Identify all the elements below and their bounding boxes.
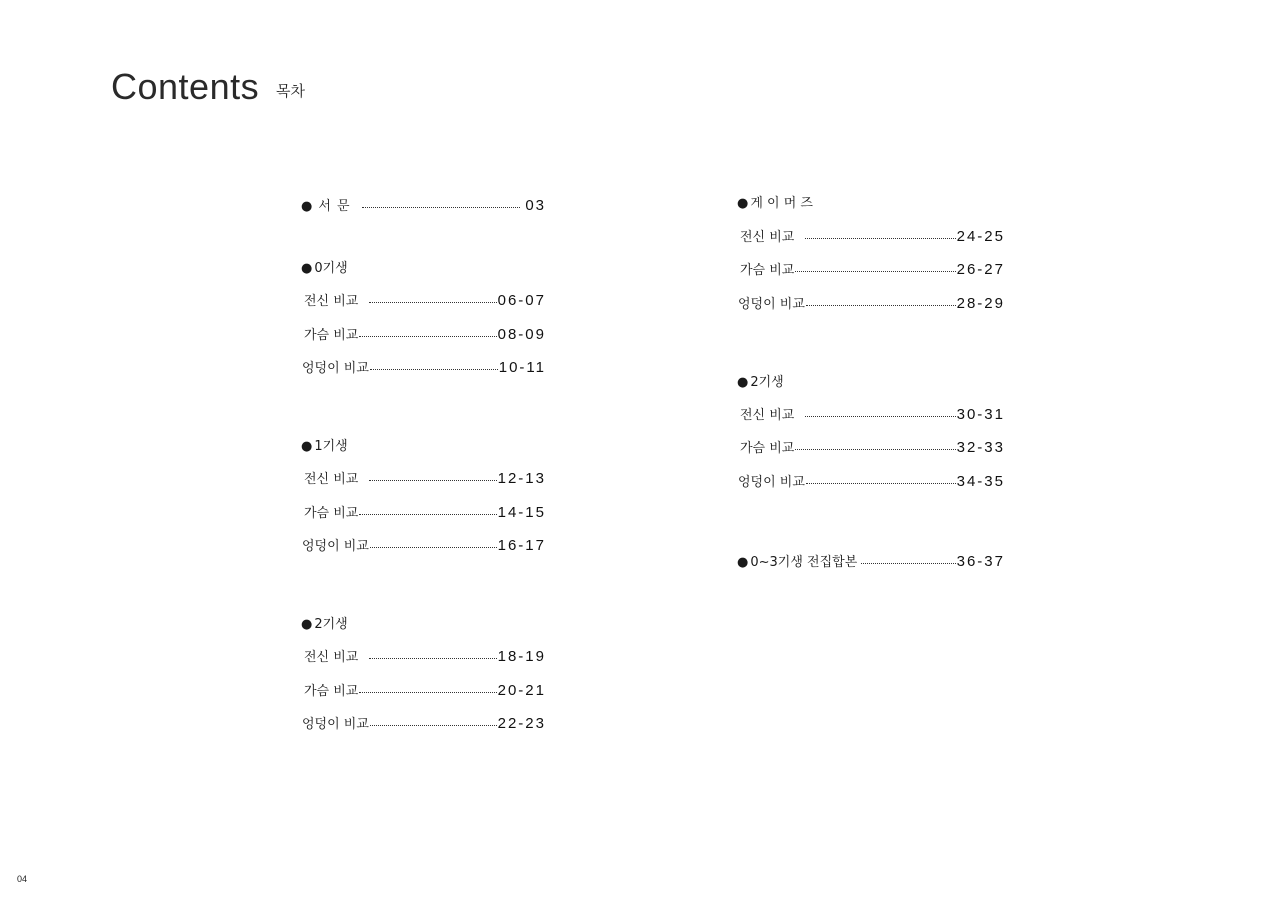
toc-entry-page: 28-29 bbox=[956, 295, 1005, 312]
toc-entry[interactable] bbox=[737, 439, 1005, 458]
page-subtitle: 목차 bbox=[276, 82, 305, 100]
toc-entry-page: 26-27 bbox=[956, 261, 1005, 278]
toc-section-heading bbox=[737, 195, 1005, 213]
leader-dots bbox=[805, 238, 955, 239]
toc-entry-label: 가슴 비교 bbox=[304, 328, 359, 343]
toc-entry-page: 20-21 bbox=[497, 682, 546, 699]
toc-entry-page: 12-13 bbox=[497, 470, 546, 487]
section-heading-label: 2기생 bbox=[750, 375, 784, 390]
leader-dots bbox=[359, 336, 496, 337]
toc-entry-label: 전신 비교 bbox=[740, 230, 795, 245]
leader-dots bbox=[370, 725, 497, 726]
bullet-icon: ● bbox=[737, 375, 749, 390]
leader-dots bbox=[369, 658, 496, 659]
toc-section-heading bbox=[301, 438, 546, 456]
bullet-icon: ● bbox=[301, 439, 313, 454]
toc-entry-page: 06-07 bbox=[497, 292, 546, 309]
leader-dots bbox=[861, 563, 955, 564]
bullet-icon: ● bbox=[737, 555, 749, 570]
leader-dots bbox=[370, 369, 498, 370]
leader-dots bbox=[359, 514, 496, 515]
toc-entry[interactable] bbox=[301, 470, 546, 489]
section-heading-label: 2기생 bbox=[314, 617, 348, 632]
toc-entry-label: 가슴 비교 bbox=[740, 441, 795, 456]
toc-entry[interactable] bbox=[737, 473, 1005, 492]
toc-entry-page: 18-19 bbox=[497, 648, 546, 665]
leader-dots bbox=[806, 305, 956, 306]
toc-entry-page: 30-31 bbox=[956, 406, 1005, 423]
leader-dots bbox=[795, 271, 955, 272]
leader-dots bbox=[805, 416, 955, 417]
toc-entry-label: 전신 비교 bbox=[740, 408, 795, 423]
bullet-icon: ● bbox=[737, 196, 749, 211]
toc-entry-label: 전신 비교 bbox=[304, 294, 359, 309]
toc-entry[interactable] bbox=[301, 682, 546, 701]
bullet-icon: ● bbox=[301, 617, 313, 632]
toc-entry-page: 16-17 bbox=[497, 537, 546, 554]
toc-entry-label: 0~3기생 전집합본 bbox=[750, 555, 858, 570]
toc-entry-page: 22-23 bbox=[497, 715, 546, 732]
toc-section-heading bbox=[737, 374, 1005, 392]
toc-entry-page: 14-15 bbox=[497, 504, 546, 521]
page-title: Contents bbox=[111, 66, 260, 107]
toc-entry-page: 34-35 bbox=[956, 473, 1005, 490]
toc-entry[interactable] bbox=[301, 648, 546, 667]
toc-entry-label: 전신 비교 bbox=[304, 650, 359, 665]
toc-entry[interactable] bbox=[737, 261, 1005, 280]
toc-entry-label: 가슴 비교 bbox=[304, 506, 359, 521]
toc-entry[interactable] bbox=[301, 326, 546, 345]
toc-section-heading bbox=[301, 260, 546, 278]
leader-dots bbox=[370, 547, 497, 548]
toc-entry-label: 엉덩이 비교 bbox=[302, 361, 369, 376]
toc-entry-page: 10-11 bbox=[498, 359, 546, 376]
toc-entry-page: 24-25 bbox=[956, 228, 1005, 245]
toc-entry[interactable] bbox=[301, 715, 546, 734]
leader-dots bbox=[359, 692, 496, 693]
page-number: 04 bbox=[17, 874, 28, 884]
toc-entry-compilation[interactable] bbox=[737, 553, 1005, 572]
toc-entry-page: 36-37 bbox=[956, 553, 1005, 570]
toc-entry[interactable] bbox=[301, 359, 546, 378]
leader-dots bbox=[795, 449, 955, 450]
toc-entry-page: 03 bbox=[525, 197, 546, 214]
leader-dots bbox=[369, 302, 496, 303]
leader-dots bbox=[369, 480, 496, 481]
section-heading-label: 게 이 머 즈 bbox=[750, 196, 813, 211]
bullet-icon: ● bbox=[301, 199, 313, 214]
section-heading-label: 0기생 bbox=[314, 261, 348, 276]
toc-entry-page: 08-09 bbox=[497, 326, 546, 343]
toc-entry-label: 엉덩이 비교 bbox=[302, 539, 369, 554]
toc-entry-label: 엉덩이 비교 bbox=[738, 297, 805, 312]
toc-entry[interactable] bbox=[301, 504, 546, 523]
toc-entry[interactable] bbox=[737, 406, 1005, 425]
section-heading-label: 1기생 bbox=[314, 439, 348, 454]
toc-entry-label: 엉덩이 비교 bbox=[302, 717, 369, 732]
toc-entry-page: 32-33 bbox=[956, 439, 1005, 456]
toc-entry-intro[interactable] bbox=[301, 197, 546, 216]
leader-dots bbox=[806, 483, 956, 484]
toc-entry[interactable] bbox=[301, 537, 546, 556]
toc-entry-label: 엉덩이 비교 bbox=[738, 475, 805, 490]
toc-entry-label: 가슴 비교 bbox=[740, 263, 795, 278]
toc-entry[interactable] bbox=[737, 295, 1005, 314]
toc-entry[interactable] bbox=[737, 228, 1005, 247]
toc-entry-label: 서 문 bbox=[318, 199, 351, 214]
leader-dots bbox=[362, 207, 521, 208]
toc-entry-label: 가슴 비교 bbox=[304, 684, 359, 699]
bullet-icon: ● bbox=[301, 261, 313, 276]
toc-section-heading bbox=[301, 616, 546, 634]
toc-entry[interactable] bbox=[301, 292, 546, 311]
toc-entry-label: 전신 비교 bbox=[304, 472, 359, 487]
